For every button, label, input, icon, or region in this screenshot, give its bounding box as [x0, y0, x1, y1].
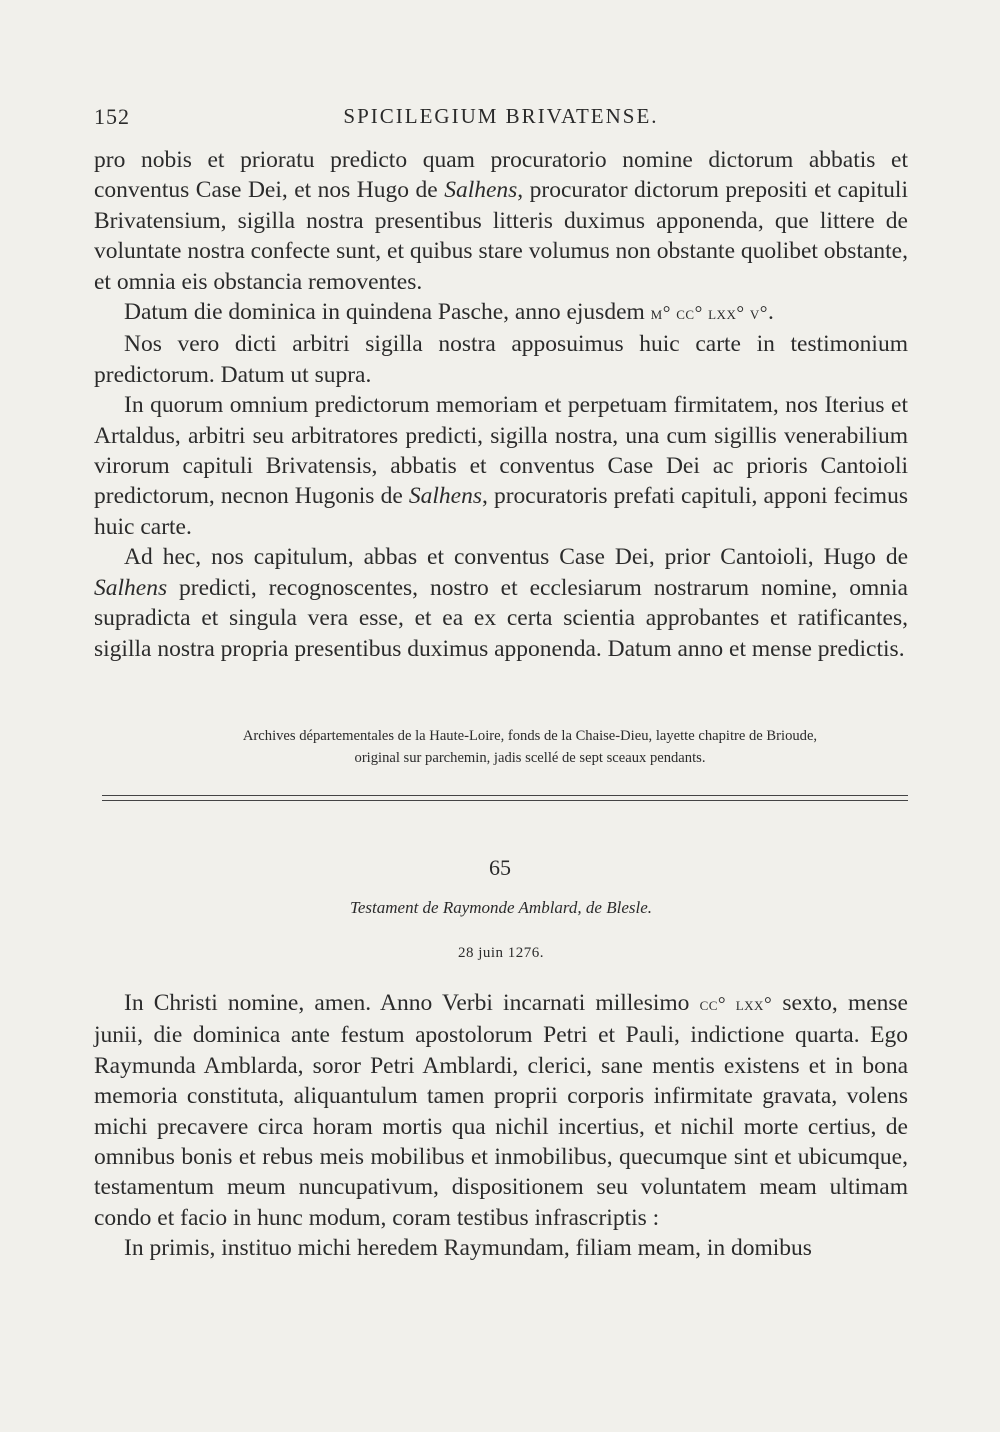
page-header [94, 104, 908, 136]
paragraph-datum [94, 297, 908, 329]
text-run: sexto, mense junii, die dominica ante festum apostolorum Petri et Pauli, indictione quarta. Ego Raymunda Amblarda, soror Petri Amblardi, clerici, sane mentis existens et in bona memoria constituta, aliquantulum tamen proprii corporis infirmitate gravata, volens michi precavere circa horam mortis qua nichil incertius, et nichil morte certius, de omnibus bonis et rebus meis mobilibus et inmobilibus, quecumque sint et ubicumque, testamentum meum nuncupativum, dispositionem seu voluntatem meam ultimam condo et facio in hunc modum, coram testibus infrascriptis : [94, 990, 908, 1231]
divider-rule [102, 800, 908, 801]
italic-name: Salhens [408, 483, 482, 510]
source-note-line: original sur parchemin, jadis scellé de sept sceaux pendants. [354, 750, 706, 766]
source-note [150, 725, 910, 769]
page-number: 152 [94, 104, 130, 129]
paragraph-ad-hec [94, 542, 908, 664]
text-run: predicti, recognoscentes, nostro et ecclesiarum nostrarum nomine, omnia supradicta et singula vera esse, et ea ex certa scientia approbantes et ratificantes, sigilla nostra propria presentibus duximus apponenda. Datum anno et mense predictis. [94, 574, 908, 662]
italic-name: Salhens [444, 177, 518, 204]
text-run: . [767, 299, 774, 326]
paragraph-in-quorum [94, 390, 908, 542]
text-run: , procurator dictorum prepositi et capituli Brivatensium, sigilla nostra presentibus litteris duximus apponenda, que littere de voluntate nostra confecte sunt, et quibus stare volumus non obstante quolibet obstante, et omnia eis obstancia removentes. [94, 177, 908, 295]
top-text-block [94, 145, 908, 664]
paragraph-arbitri: Nos vero dicti arbitri sigilla nostra apposuimus huic carte in testimonium predictorum. Datum ut supra. [94, 331, 908, 388]
document-text-block [94, 988, 908, 1264]
paragraph-continuation [94, 145, 908, 297]
running-title: SPICILEGIUM BRIVATENSE. [343, 104, 659, 128]
text-run: Datum die dominica in quindena Pasche, anno ejusdem [124, 299, 651, 326]
text-run: In quorum omnium predictorum memoriam et perpetuam firmitatem, nos Iterius et Artaldus, arbitri seu arbitratores predicti, sigilla nostra, una cum sigillis venerabilium virorum capituli Brivatensis, abbatis et conventus Case Dei ac prioris Cantoioli predictorum, necnon Hugonis de [94, 392, 908, 510]
divider-rule [102, 795, 908, 796]
italic-name: Salhens [94, 574, 168, 601]
document-date: 28 juin 1276. [457, 945, 545, 961]
document-number: 65 [489, 855, 511, 880]
roman-date: m° cc° lxx° v° [650, 303, 768, 325]
text-run: In Christi nomine, amen. Anno Verbi incarnati millesimo [124, 990, 700, 1016]
document-title: Testament de Raymonde Amblard, de Blesle. [349, 898, 652, 917]
text-run: , procuratoris prefati capituli, apponi fecimus huic carte. [94, 483, 908, 540]
roman-date: cc° lxx° [699, 994, 773, 1015]
text-run: Ad hec, nos capitulum, abbas et conventus Case Dei, prior Cantoioli, Hugo de [124, 544, 908, 571]
paragraph-in-christi [94, 988, 908, 1233]
text-run: pro nobis et prioratu predicto quam procuratorio nomine dictorum abbatis et conventus Case Dei, et nos Hugo de [94, 147, 908, 204]
source-note-line: Archives départementales de la Haute-Loire, fonds de la Chaise-Dieu, layette chapitre de Brioude, [242, 728, 818, 744]
paragraph-in-primis: In primis, instituo michi heredem Raymundam, filiam meam, in domibus [124, 1235, 812, 1262]
